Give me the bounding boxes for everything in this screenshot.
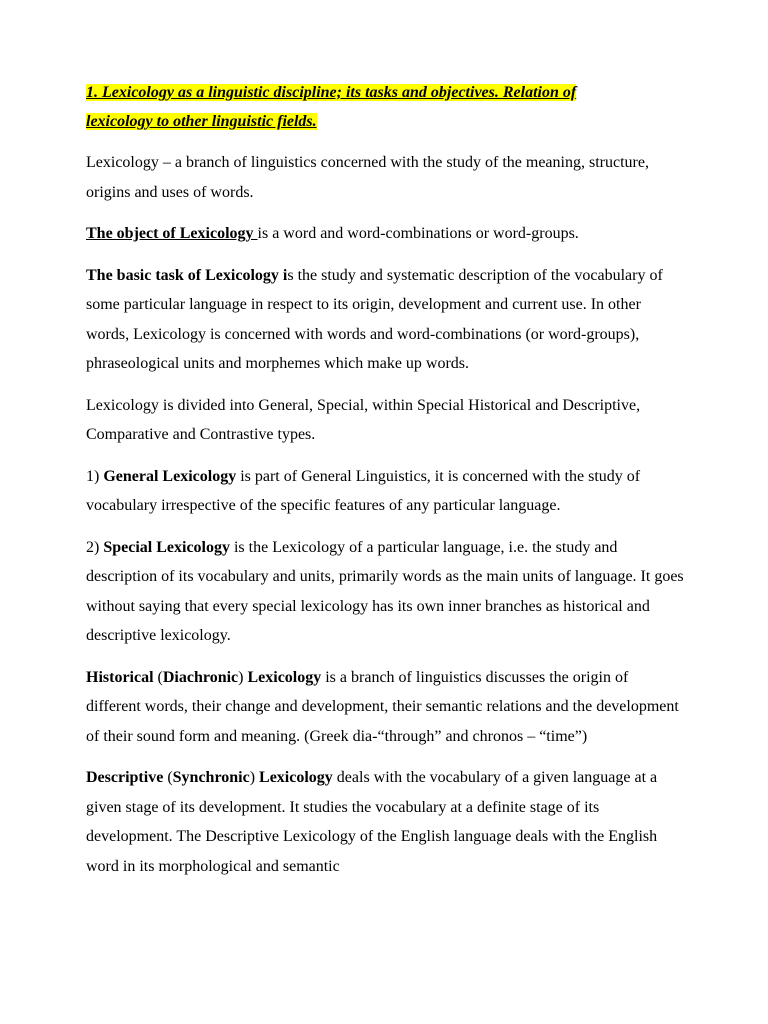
object-text: is a word and word-combinations or word-groups. xyxy=(257,225,579,242)
heading-line-2: lexicology to other linguistic fields. xyxy=(86,113,317,130)
diachronic-term: Diachronic xyxy=(162,668,239,686)
historical-term: Historical xyxy=(86,668,154,686)
task-text: s the study and systematic description of the vocabulary of some particular language in respect to its origin, development and current use. In other words, Lexicology is concerned with words and word-combinations (or word-groups), phraseological units and morphemes which make up words. xyxy=(86,266,663,372)
document-page xyxy=(86,78,686,893)
descriptive-term: Descriptive xyxy=(86,769,164,786)
historical-paren-open: ( xyxy=(153,668,163,686)
descriptive-text: deals with the vocabulary of a given language at a given stage of its development. It studies the vocabulary at a definite stage of its development. The Descriptive Lexicology of the English language deals with the English word in its morphological and semantic xyxy=(86,769,658,875)
historical-paragraph xyxy=(86,663,686,752)
division-paragraph: Lexicology is divided into General, Special, within Special Historical and Descriptive, Comparative and Contrastive types. xyxy=(86,396,641,443)
general-term: General Lexicology xyxy=(103,467,237,485)
synchronic-term: Synchronic xyxy=(172,769,250,786)
descriptive-lexicology-term: Lexicology xyxy=(259,769,333,786)
object-paragraph xyxy=(86,219,686,249)
object-term: The object of Lexicology xyxy=(86,225,258,242)
historical-paren-close: ) xyxy=(238,668,248,686)
task-paragraph xyxy=(86,261,686,379)
historical-lexicology-term: Lexicology xyxy=(247,668,322,686)
special-paragraph xyxy=(86,533,686,651)
descriptive-paren-close: ) xyxy=(249,769,260,786)
general-text: is part of General Linguistics, it is concerned with the study of vocabulary irrespective of the specific features of any particular language. xyxy=(86,467,641,514)
historical-text: is a branch of linguistics discusses the origin of different words, their change and development, their semantic relations and the development of their sound form and meaning. (Greek dia-“through” and chronos – “time”) xyxy=(86,668,679,745)
descriptive-paragraph xyxy=(86,763,686,881)
task-term: The basic task of Lexicology i xyxy=(86,266,288,284)
special-term: Special Lexicology xyxy=(103,538,230,556)
heading-line-1: 1. Lexicology as a linguistic discipline; its tasks and objectives. Relation of xyxy=(86,84,577,101)
section-heading xyxy=(86,78,686,136)
descriptive-paren-open: ( xyxy=(163,769,173,786)
general-paragraph xyxy=(86,462,686,521)
special-number: 2) xyxy=(86,538,104,556)
special-text: is the Lexicology of a particular language, i.e. the study and description of its vocabulary and units, primarily words as the main units of language. It goes without saying that every special lexicology has its own inner branches as historical and descriptive lexicology. xyxy=(86,538,684,644)
definition-paragraph: Lexicology – a branch of linguistics concerned with the study of the meaning, structure, origins and uses of words. xyxy=(86,154,649,201)
general-number: 1) xyxy=(86,467,104,485)
